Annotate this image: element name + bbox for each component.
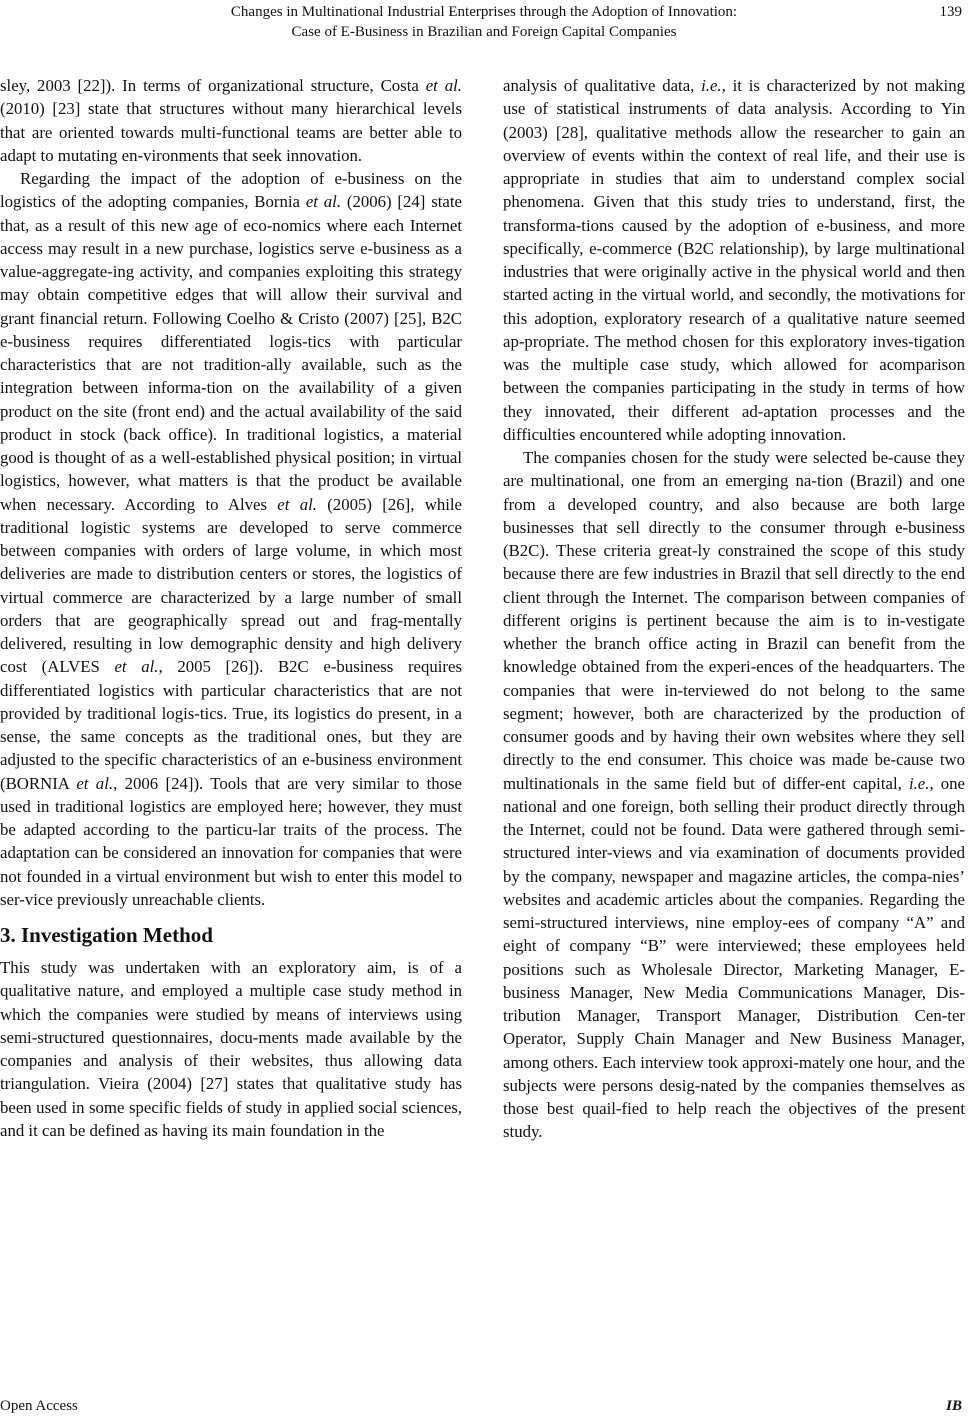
footer-journal-abbrev: IB [946, 1398, 962, 1414]
italic-text: et al. [114, 657, 159, 677]
section-heading: 3. Investigation Method [0, 923, 213, 947]
left-column [0, 74, 462, 1142]
italic-text: et al. [76, 773, 114, 793]
text-run: The companies chosen for the study were selected be-cause they are multinational, one from an emerging na-tion (Brazil) and one from a developed country, and also because are both large businesses that sell directly to the consumer through e-business (B2C). These criteria great-ly constrained the scope of this study because there are few industries in Brazil that sell directly to the end client through the Internet. The comparison between companies of different origins is pertinent because the aim is to in-vestigate whether the branch office acting in Brazil can benefit from the knowledge obtained from the experi-ences of the headquarters. The companies that were in-terviewed do not belong to the same segment; however, both are characterized by the production of consumer goods and by having their own websites where they sell directly to the end consumer. This choice was made be-cause two multinationals in the same field but of differ-ent capital, [503, 448, 965, 793]
paragraph [503, 74, 965, 446]
italic-text: i.e. [701, 76, 722, 95]
running-title-line-1: Changes in Multinational Industrial Enterprises through the Adoption of Innovation: [230, 4, 738, 20]
paragraph [0, 74, 462, 167]
text-run: (2005) [26], while traditional logistic systems are developed to serve commerce between companies with orders of large volume, in which most deliveries are made to distribution centers or stores, the logistics of virtual commerce are characterized by a large number of small orders that are geographically spread out and frag-mentally delivered, resulting in low demographic density and high delivery cost (ALVES [0, 494, 462, 677]
text-run: , 2006 [24]). Tools that are very similar to those used in traditional logistics are employed here; however, they must be adapted according to the particu-lar traits of the process. The adaptation can be considered an innovation for companies that were not founded in a virtual environment but wish to enter this model to ser-vice previously unreachable clients. [0, 773, 462, 909]
text-run: analysis of qualitative data, [503, 76, 702, 95]
paragraph [503, 446, 965, 1144]
footer-open-access: Open Access [0, 1398, 78, 1414]
text-run: , 2005 [26]). B2C e-business requires differentiated logistics with particular characteristics that are not provided by traditional logis-tics. True, its logistics do present, in a sense, the same concepts as the traditional ones, but they are adjusted to the specific characteristics of an e-business environment (BORNIA [0, 657, 462, 793]
page-number: 139 [939, 4, 962, 20]
italic-text: i.e. [908, 773, 930, 793]
text-run: , it is characterized by not making use of statistical instruments of data analysis. According to Yin (2003) [28], qualitative methods allow the researcher to gain an overview of events within the context of real life, and their use is appropriate in studies that aim to understand complex social phenomena. Given that this study tries to understand, first, the transforma-tions caused by the adoption of e-business, and more specifically, e-commerce (B2C relationship), by large multinational industries that were originally active in the physical world and then started acting in the virtual world, and secondly, the motivations for this adoption, exploratory research of a qualitative nature seemed ap-propriate. The method chosen for this exploratory inves-tigation was the multiple case study, which allowed for acomparison between the companies participating in the study in terms of how they innovated, their different ad-aptation processes and the difficulties encountered while adopting innovation. [503, 76, 965, 444]
running-title-line-2: Case of E-Business in Brazilian and Foreign Capital Companies [291, 24, 677, 40]
running-head [0, 2, 968, 42]
text-run: Regarding the impact of the adoption of e-business on the logistics of the adopting companies, Bornia [0, 169, 462, 212]
paragraph: This study was undertaken with an exploratory aim, is of a qualitative nature, and employed a multiple case study method in which the companies were studied by means of interviews using semi-structured questionnaires, docu-ments made available by the companies and analysis of their websites, thus allowing data triangulation. Vieira (2004) [27] states that qualitative study has been used in some specific fields of study in applied social sciences, and it can be defined as having its main foundation in the [0, 958, 462, 1140]
italic-text: et al. [277, 494, 317, 514]
text-run: (2006) [24] state that, as a result of this new age of eco-nomics where each Internet access may result in a new purchase, logistics serve e-business as a value-aggregate-ing activity, and companies exploiting this strategy may obtain competitive edges that will allow their survival and grant financial return. Following Coelho & Cristo (2007) [25], B2C e-business requires differentiated logis-tics with particular characteristics that are not tradition-ally available, such as the integration between informa-tion on the availability of a given product on the site (front end) and the actual availability of the said product in stock (back office). In traditional logistics, a material good is thought of as a well-established physical position; in virtual logistics, however, what matters is that the product be available when necessary. According to Alves [0, 192, 462, 514]
text-run: sley, 2003 [22]). In terms of organizational structure, Costa [0, 76, 426, 95]
italic-text: et al. [425, 76, 462, 95]
paragraph [0, 167, 462, 911]
text-run: (2010) [23] state that structures without many hierarchical levels that are oriented towards multi-functional teams are better able to adapt to mutating en-vironments that seek innovation. [0, 99, 462, 165]
right-column [503, 74, 965, 1144]
text-run: , one national and one foreign, both selling their product directly through the Internet, could not be found. Data were gathered through semi-structured inter-views and via examination of documents provided by the company, newspaper and magazine articles, the compa-nies’ websites and academic articles about the companies. Regarding the semi-structured interviews, nine employ-ees of company “A” and eight of company “B” were interviewed; these employees held positions such as Wholesale Director, Marketing Manager, E-business Manager, New Media Communications Manager, Dis-tribution Manager, Transport Manager, Distribution Cen-ter Operator, Supply Chain Manager and New Business Manager, among others. Each interview took approxi-mately one hour, and the subjects were persons desig-nated by the companies themselves as those best quail-fied to help reach the objectives of the present study. [503, 773, 965, 1142]
italic-text: et al. [305, 192, 342, 212]
